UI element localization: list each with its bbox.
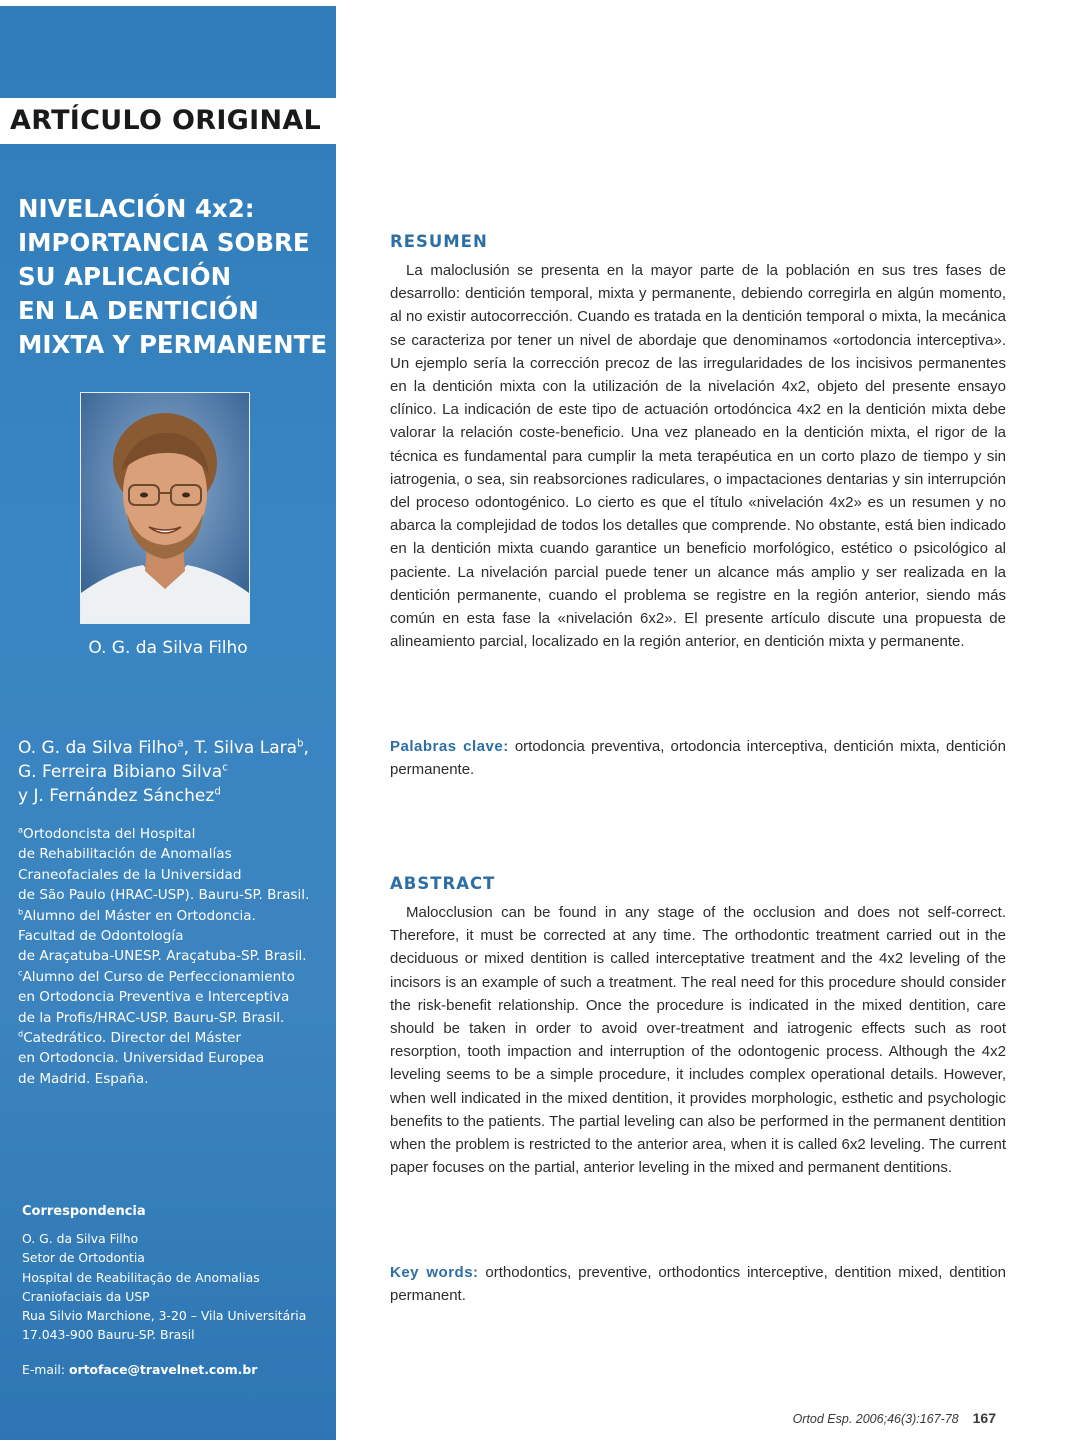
affiliation-sup: c [18,967,23,978]
title-line: MIXTA Y PERMANENTE [18,330,328,359]
author-sup: b [297,738,304,750]
author-name: y J. Fernández Sánchez [18,786,215,806]
section-label-band [0,98,336,144]
abstract-heading: ABSTRACT [390,874,496,893]
affiliation-line [18,885,334,905]
abstract-keywords [390,1261,1006,1307]
correspondence-line: Craniofaciais da USP [22,1288,150,1304]
affiliation-line [18,1028,334,1048]
author-sup: a [177,738,184,750]
affiliation-line [18,1008,334,1028]
affiliation-line [18,967,334,987]
photo-caption: O. G. da Silva Filho [88,638,248,658]
sidebar [0,6,336,1440]
email-address[interactable]: ortoface@travelnet.com.br [68,1362,258,1377]
correspondence-line: Hospital de Reabilitação de Anomalias [22,1269,260,1285]
affiliation-text: en Ortodoncia Preventiva e Interceptiva [18,989,290,1006]
journal-citation: Ortod Esp. 2006;46(3):167-78 [792,1412,959,1426]
page-footer [793,1410,996,1426]
resumen-text: La maloclusión se presenta en la mayor parte de la población en sus tres fases de desarrollo: dentición temporal, mixta y permanente, debiendo corregirla en algún momento, al no existir autocorrección. Cuando es tratada en la dentición temporal o mixta, la mecánica se caracteriza por tener un nivel de abordaje que denominamos «ortodoncia interceptiva». Un ejemplo sería la corrección precoz de las irregularidades de los incisivos permanentes en la dentición mixta con la utilización de la nivelación 4x2, objeto del presente ensayo clínico. La indicación de este tipo de actuación ortodóncica 4x2 en la dentición mixta debe valorar la relación coste-beneficio. Una vez planeado en la dentición mixta, el rigor de la técnica es fundamental para cumplir la meta terapéutica en un corto plazo de tiempo y sin iatrogenia, o sea, sin reabsorciones radiculares, o impactaciones dentarias y sin interrupción del proceso odontogénico. Lo cierto es que el título «nivelación 4x2» es un resumen y no abarca la complejidad de todos los detalles que comprende. No obstante, está bien indicado en la dentición mixta cuando garantice un beneficio morfológico, estético o psicológico al paciente. La nivelación parcial puede tener un alcance más amplio y ser realizada en la dentición permanente, cuando el problema se registre en la región anterior, siendo más común en esta fase la «nivelación 6x2». El presente artículo discute una propuesta de alineamiento parcial, localizado en la región anterior, en dentición mixta y permanente. [390,262,1006,651]
title-line: NIVELACIÓN 4x2: [18,194,255,223]
keywords-label: Palabras clave: [390,738,509,755]
author-sep: , [303,738,309,758]
author-line [18,784,334,808]
affiliation-text: de la Profis/HRAC-USP. Bauru-SP. Brasil. [18,1009,285,1026]
affiliation-text: de Madrid. España. [18,1070,149,1087]
correspondence-line: Setor de Ortodontia [22,1250,145,1266]
author-photo [80,392,250,624]
affiliation-line [18,844,334,864]
email-line [22,1362,334,1377]
section-label: ARTÍCULO ORIGINAL [10,105,322,136]
authors-list [18,736,334,808]
author-sup: d [214,786,221,798]
title-line: EN LA DENTICIÓN [18,296,259,325]
article-title [18,192,328,362]
resumen-keywords [390,735,1006,781]
affiliation-text: de Araçatuba-UNESP. Araçatuba-SP. Brasil. [18,948,307,965]
correspondence-line: O. G. da Silva Filho [22,1231,139,1247]
abstract-text: Malocclusion can be found in any stage of the occlusion and does not self-correct. Therefore, it must be corrected at any time. The orthodontic treatment carried out in the deciduous or mixed dentition is called interceptative treatment and the 4x2 leveling of the incisors is an example of such a treatment. The real need for this procedure should consider the risk-benefit relationship. Once the procedure is indicated in the mixed dentition, care should be taken in order to avoid over-treatment and iatrogenic effects such as root resorption, tooth impaction and interruption of the odontogenic process. Although the 4x2 leveling seems to be a simple procedure, it includes complex operational details. However, when well indicated in the mixed dentition, it provides morphologic, esthetic and psychologic benefits to the patients. The partial leveling can also be performed in the permanent dentition when the problem is restricted to the anterior area, when it is called 6x2 leveling. The current paper focuses on the partial, anterior leveling in the mixed and permanent dentitions. [390,904,1006,1177]
correspondence [22,1202,334,1344]
portrait-image [81,393,249,623]
affiliation-text: Ortodoncista del Hospital [23,826,196,842]
page-number: 167 [972,1410,996,1426]
author-sep: , [183,738,195,758]
affiliation-sup: a [18,824,23,835]
affiliation-line [18,906,334,926]
author-name: G. Ferreira Bibiano Silva [18,762,223,782]
correspondence-line: Rua Silvio Marchione, 3-20 – Vila Universitária [22,1308,307,1324]
affiliations [18,824,334,1089]
affiliation-line [18,1069,334,1089]
affiliation-text: de Rehabilitación de Anomalías [18,846,232,863]
title-line: SU APLICACIÓN [18,262,232,291]
keywords-label: Key words: [390,1264,479,1281]
affiliation-line [18,987,334,1007]
affiliation-text: de São Paulo (HRAC-USP). Bauru-SP. Brasil. [18,887,310,904]
author-name: O. G. da Silva Filho [18,738,178,758]
affiliation-sup: b [18,906,24,917]
affiliation-line [18,926,334,946]
email-label: E-mail: [22,1362,66,1377]
keywords-text: orthodontics, preventive, orthodontics interceptive, dentition mixed, dentition permanent. [390,1264,1006,1305]
affiliation-text: Facultad de Odontología [18,928,184,945]
keywords-text: ortodoncia preventiva, ortodoncia interceptiva, dentición mixta, dentición permanente. [390,738,1006,779]
author-name: T. Silva Lara [194,738,298,758]
affiliation-sup: d [18,1028,24,1039]
affiliation-text: en Ortodoncia. Universidad Europea [18,1050,265,1067]
affiliation-line [18,865,334,885]
affiliation-line [18,824,334,844]
affiliation-text: Catedrático. Director del Máster [23,1030,241,1047]
author-line [18,760,334,784]
affiliation-text: Alumno del Curso de Perfeccionamiento [22,968,295,985]
correspondence-heading: Correspondencia [22,1204,146,1219]
title-line: IMPORTANCIA SOBRE [18,228,310,257]
affiliation-text: Alumno del Máster en Ortodoncia. [23,907,256,924]
author-line [18,736,334,760]
affiliation-line [18,946,334,966]
affiliation-line [18,1048,334,1068]
affiliation-text: Craneofaciales de la Universidad [18,866,242,883]
resumen-heading: RESUMEN [390,232,488,251]
author-sup: c [222,762,228,774]
correspondence-line: 17.043-900 Bauru-SP. Brasil [22,1327,195,1343]
